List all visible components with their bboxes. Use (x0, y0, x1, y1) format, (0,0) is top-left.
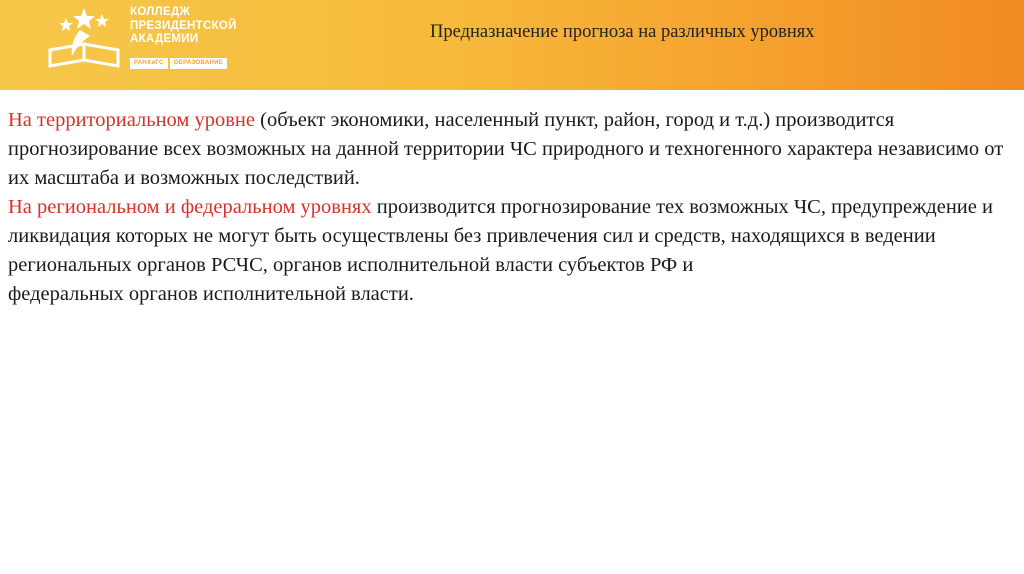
slide-title: Предназначение прогноза на различных уровнях (430, 22, 815, 42)
logo-line-1: КОЛЛЕДЖ (130, 6, 191, 18)
regional-level-text: производится прогнозирование тех возможных ЧС, предупреждение и ликвидация которых не могут быть осуществлены без привлечения сил и средств, находящихся в ведении региональных органов РСЧС, органов исполнительной власти субъектов РФ и (8, 196, 993, 276)
logo-line-3: АКАДЕМИИ (130, 33, 199, 45)
logo-line-2: ПРЕЗИДЕНТСКОЙ (130, 19, 237, 32)
slide-body (8, 106, 1008, 309)
logo-text (130, 6, 260, 47)
logo-badges (130, 58, 229, 70)
territorial-level-text: (объект экономики, населенный пункт, район, город и т.д.) производится прогнозирование всех возможных на данной территории ЧС природного и техногенного характера независимо от их масштаба и возможных последствий. (8, 109, 1004, 189)
paragraph-federal: федеральных органов исполнительной власти. (8, 283, 414, 305)
header-banner (0, 0, 1024, 90)
college-logo (40, 6, 260, 76)
star-book-logo-icon (40, 6, 128, 76)
logo-badge-left: РАНХиГС (130, 58, 168, 69)
logo-badge-right: ОБРАЗОВАНИЕ (170, 58, 227, 69)
paragraph-regional (8, 193, 1008, 280)
territorial-level-highlight: На территориальном уровне (8, 109, 256, 131)
paragraph-territorial (8, 106, 1008, 193)
regional-level-highlight: На региональном и федеральном уровнях (8, 196, 372, 218)
